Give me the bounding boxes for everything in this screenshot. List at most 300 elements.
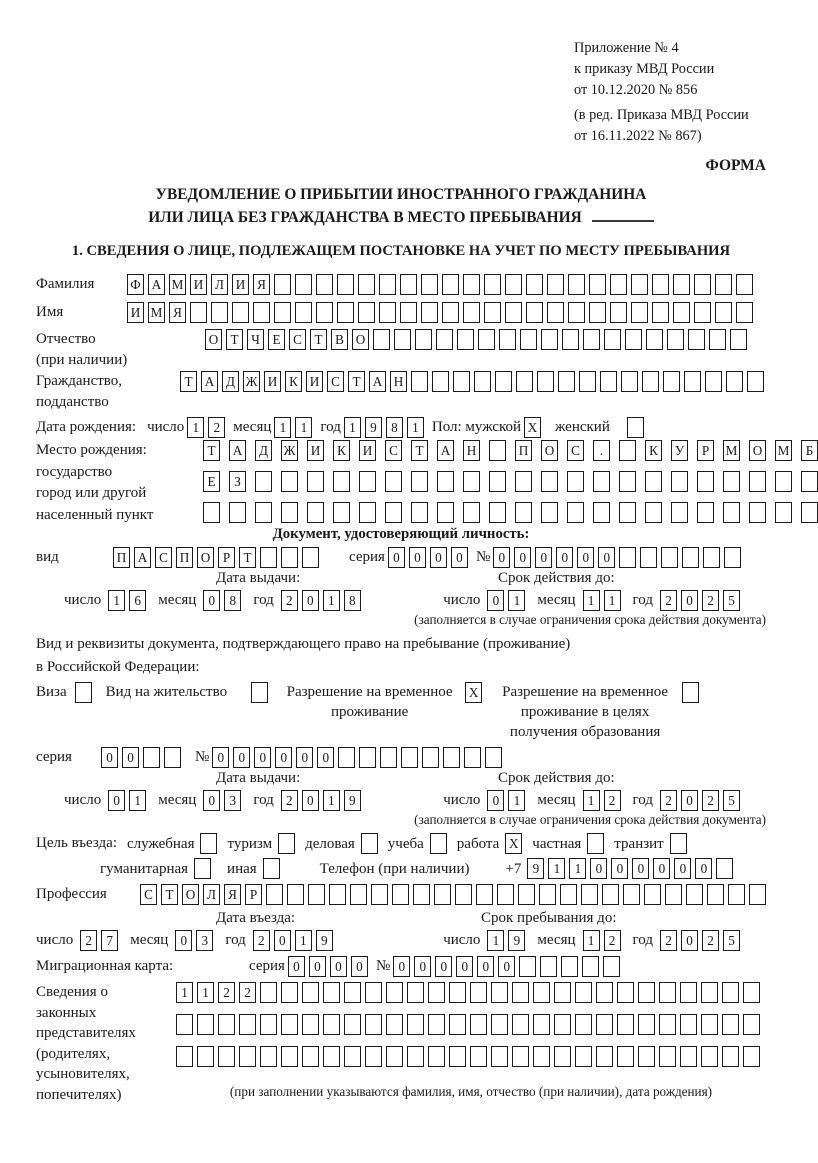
char-cell[interactable] [449, 982, 466, 1003]
char-cell[interactable] [281, 982, 298, 1003]
char-cell[interactable] [638, 982, 655, 1003]
char-cell[interactable] [359, 471, 376, 492]
char-cell[interactable] [365, 982, 382, 1003]
char-cell[interactable] [537, 371, 554, 392]
char-cell[interactable] [143, 747, 160, 768]
char-cell[interactable] [337, 302, 354, 323]
char-cell[interactable] [596, 1046, 613, 1067]
char-cell[interactable] [316, 302, 333, 323]
char-cell[interactable]: 2 [253, 930, 270, 951]
char-cell[interactable] [197, 1014, 214, 1035]
char-cell[interactable]: 0 [632, 858, 649, 879]
char-cell[interactable] [316, 274, 333, 295]
char-cell[interactable] [463, 274, 480, 295]
char-cell[interactable]: 8 [386, 417, 403, 438]
char-cell[interactable] [484, 302, 501, 323]
char-cell[interactable] [665, 884, 682, 905]
char-cell[interactable] [278, 833, 295, 854]
char-cell[interactable]: 0 [493, 547, 510, 568]
char-cell[interactable] [617, 1046, 634, 1067]
char-cell[interactable] [407, 982, 424, 1003]
char-cell[interactable] [392, 884, 409, 905]
char-cell[interactable] [266, 884, 283, 905]
char-cell[interactable]: Ф [127, 274, 144, 295]
char-cell[interactable] [470, 982, 487, 1003]
char-cell[interactable] [302, 1014, 319, 1035]
char-cell[interactable] [610, 274, 627, 295]
char-cell[interactable] [659, 1046, 676, 1067]
char-cell[interactable]: С [385, 440, 402, 461]
char-cell[interactable] [323, 1014, 340, 1035]
char-cell[interactable] [260, 982, 277, 1003]
char-cell[interactable] [411, 371, 428, 392]
char-cell[interactable] [386, 982, 403, 1003]
char-cell[interactable]: 0 [451, 547, 468, 568]
char-cell[interactable]: 0 [435, 956, 452, 977]
char-cell[interactable] [430, 833, 447, 854]
char-cell[interactable] [333, 502, 350, 523]
char-cell[interactable] [533, 1046, 550, 1067]
char-cell[interactable]: А [201, 371, 218, 392]
char-cell[interactable]: 1 [323, 790, 340, 811]
char-cell[interactable] [541, 329, 558, 350]
char-cell[interactable]: 0 [498, 956, 515, 977]
char-cell[interactable] [707, 884, 724, 905]
char-cell[interactable] [736, 274, 753, 295]
char-cell[interactable] [540, 956, 557, 977]
char-cell[interactable] [603, 956, 620, 977]
char-cell[interactable] [260, 1014, 277, 1035]
char-cell[interactable] [539, 884, 556, 905]
char-cell[interactable] [596, 1014, 613, 1035]
char-cell[interactable] [75, 682, 92, 703]
char-cell[interactable] [682, 547, 699, 568]
char-cell[interactable]: И [359, 440, 376, 461]
char-cell[interactable] [365, 1014, 382, 1035]
char-cell[interactable] [554, 982, 571, 1003]
char-cell[interactable]: И [232, 274, 249, 295]
char-cell[interactable] [190, 302, 207, 323]
char-cell[interactable] [255, 471, 272, 492]
char-cell[interactable]: 2 [604, 790, 621, 811]
char-cell[interactable] [484, 274, 501, 295]
char-cell[interactable]: О [749, 440, 766, 461]
char-cell[interactable] [371, 884, 388, 905]
char-cell[interactable]: Н [390, 371, 407, 392]
char-cell[interactable] [652, 274, 669, 295]
char-cell[interactable]: 0 [254, 747, 271, 768]
char-cell[interactable] [260, 547, 277, 568]
char-cell[interactable] [422, 747, 439, 768]
char-cell[interactable]: Я [224, 884, 241, 905]
char-cell[interactable] [281, 471, 298, 492]
char-cell[interactable] [682, 682, 699, 703]
char-cell[interactable]: О [182, 884, 199, 905]
char-cell[interactable] [474, 371, 491, 392]
char-cell[interactable] [323, 1046, 340, 1067]
char-cell[interactable]: П [515, 440, 532, 461]
char-cell[interactable]: 2 [604, 930, 621, 951]
char-cell[interactable]: 0 [108, 790, 125, 811]
char-cell[interactable]: Т [161, 884, 178, 905]
char-cell[interactable] [526, 274, 543, 295]
char-cell[interactable]: 0 [535, 547, 552, 568]
char-cell[interactable] [688, 329, 705, 350]
char-cell[interactable]: 0 [611, 858, 628, 879]
char-cell[interactable] [359, 502, 376, 523]
char-cell[interactable]: М [148, 302, 165, 323]
char-cell[interactable] [489, 440, 506, 461]
char-cell[interactable] [642, 371, 659, 392]
char-cell[interactable] [281, 1046, 298, 1067]
char-cell[interactable] [722, 982, 739, 1003]
char-cell[interactable] [631, 274, 648, 295]
char-cell[interactable] [749, 471, 766, 492]
char-cell[interactable] [743, 982, 760, 1003]
char-cell[interactable] [400, 274, 417, 295]
char-cell[interactable] [287, 884, 304, 905]
char-cell[interactable]: А [369, 371, 386, 392]
char-cell[interactable] [520, 329, 537, 350]
char-cell[interactable] [516, 371, 533, 392]
char-cell[interactable]: Т [226, 329, 243, 350]
char-cell[interactable] [411, 502, 428, 523]
char-cell[interactable]: Р [245, 884, 262, 905]
char-cell[interactable]: Т [348, 371, 365, 392]
char-cell[interactable] [260, 1046, 277, 1067]
char-cell[interactable] [724, 547, 741, 568]
char-cell[interactable] [218, 1046, 235, 1067]
char-cell[interactable] [589, 302, 606, 323]
char-cell[interactable]: 7 [101, 930, 118, 951]
char-cell[interactable] [602, 884, 619, 905]
char-cell[interactable] [749, 502, 766, 523]
char-cell[interactable] [743, 1014, 760, 1035]
char-cell[interactable] [449, 1046, 466, 1067]
char-cell[interactable] [295, 274, 312, 295]
char-cell[interactable] [743, 1046, 760, 1067]
char-cell[interactable]: И [264, 371, 281, 392]
char-cell[interactable] [379, 302, 396, 323]
char-cell[interactable]: 1 [583, 790, 600, 811]
char-cell[interactable] [385, 502, 402, 523]
char-cell[interactable] [386, 1046, 403, 1067]
char-cell[interactable]: Я [253, 274, 270, 295]
char-cell[interactable]: 9 [508, 930, 525, 951]
char-cell[interactable] [470, 1014, 487, 1035]
char-cell[interactable]: 0 [681, 790, 698, 811]
char-cell[interactable] [239, 1014, 256, 1035]
char-cell[interactable]: 2 [660, 590, 677, 611]
char-cell[interactable]: 0 [430, 547, 447, 568]
char-cell[interactable]: 0 [681, 930, 698, 951]
char-cell[interactable] [659, 982, 676, 1003]
char-cell[interactable] [589, 274, 606, 295]
char-cell[interactable] [709, 329, 726, 350]
char-cell[interactable] [730, 329, 747, 350]
char-cell[interactable] [253, 302, 270, 323]
char-cell[interactable] [684, 371, 701, 392]
char-cell[interactable] [582, 956, 599, 977]
char-cell[interactable] [659, 1014, 676, 1035]
char-cell[interactable]: Р [697, 440, 714, 461]
char-cell[interactable] [575, 1046, 592, 1067]
char-cell[interactable] [421, 302, 438, 323]
char-cell[interactable] [307, 502, 324, 523]
char-cell[interactable] [434, 884, 451, 905]
char-cell[interactable] [533, 982, 550, 1003]
char-cell[interactable] [623, 884, 640, 905]
char-cell[interactable]: 0 [203, 590, 220, 611]
char-cell[interactable] [558, 371, 575, 392]
char-cell[interactable]: И [307, 440, 324, 461]
char-cell[interactable]: 0 [681, 590, 698, 611]
char-cell[interactable]: К [333, 440, 350, 461]
char-cell[interactable] [491, 982, 508, 1003]
char-cell[interactable] [775, 502, 792, 523]
char-cell[interactable] [512, 1046, 529, 1067]
char-cell[interactable]: Ж [243, 371, 260, 392]
char-cell[interactable]: 0 [556, 547, 573, 568]
char-cell[interactable] [671, 502, 688, 523]
char-cell[interactable]: И [306, 371, 323, 392]
char-cell[interactable] [428, 1046, 445, 1067]
char-cell[interactable]: 5 [723, 930, 740, 951]
char-cell[interactable]: И [127, 302, 144, 323]
char-cell[interactable]: 0 [330, 956, 347, 977]
char-cell[interactable]: С [289, 329, 306, 350]
char-cell[interactable] [344, 1014, 361, 1035]
char-cell[interactable] [380, 747, 397, 768]
char-cell[interactable] [645, 471, 662, 492]
char-cell[interactable] [619, 502, 636, 523]
char-cell[interactable] [617, 982, 634, 1003]
char-cell[interactable]: 0 [296, 747, 313, 768]
char-cell[interactable]: П [113, 547, 130, 568]
char-cell[interactable] [640, 547, 657, 568]
char-cell[interactable] [617, 1014, 634, 1035]
char-cell[interactable]: 0 [302, 590, 319, 611]
char-cell[interactable]: 0 [456, 956, 473, 977]
char-cell[interactable] [437, 471, 454, 492]
char-cell[interactable]: А [134, 547, 151, 568]
char-cell[interactable] [703, 547, 720, 568]
char-cell[interactable] [567, 502, 584, 523]
char-cell[interactable] [338, 747, 355, 768]
char-cell[interactable] [491, 1046, 508, 1067]
char-cell[interactable] [701, 1014, 718, 1035]
char-cell[interactable]: 0 [487, 790, 504, 811]
char-cell[interactable] [673, 274, 690, 295]
char-cell[interactable] [526, 302, 543, 323]
char-cell[interactable]: . [593, 440, 610, 461]
char-cell[interactable] [329, 884, 346, 905]
char-cell[interactable] [344, 1046, 361, 1067]
char-cell[interactable]: А [229, 440, 246, 461]
char-cell[interactable] [575, 1014, 592, 1035]
char-cell[interactable]: X [505, 833, 522, 854]
char-cell[interactable] [495, 371, 512, 392]
char-cell[interactable] [437, 502, 454, 523]
char-cell[interactable] [775, 471, 792, 492]
char-cell[interactable] [211, 302, 228, 323]
char-cell[interactable] [499, 329, 516, 350]
char-cell[interactable] [627, 417, 644, 438]
char-cell[interactable] [600, 371, 617, 392]
char-cell[interactable] [583, 329, 600, 350]
char-cell[interactable]: Е [268, 329, 285, 350]
char-cell[interactable] [385, 471, 402, 492]
char-cell[interactable] [596, 982, 613, 1003]
char-cell[interactable] [307, 471, 324, 492]
char-cell[interactable]: У [671, 440, 688, 461]
char-cell[interactable] [442, 274, 459, 295]
char-cell[interactable]: 1 [508, 590, 525, 611]
char-cell[interactable] [561, 956, 578, 977]
char-cell[interactable] [302, 982, 319, 1003]
char-cell[interactable] [449, 1014, 466, 1035]
char-cell[interactable]: 0 [414, 956, 431, 977]
char-cell[interactable]: Б [801, 440, 818, 461]
char-cell[interactable]: Ж [281, 440, 298, 461]
char-cell[interactable] [554, 1046, 571, 1067]
char-cell[interactable]: 1 [129, 790, 146, 811]
char-cell[interactable]: 0 [598, 547, 615, 568]
char-cell[interactable] [562, 329, 579, 350]
char-cell[interactable] [476, 884, 493, 905]
char-cell[interactable]: 1 [295, 930, 312, 951]
char-cell[interactable]: О [541, 440, 558, 461]
char-cell[interactable] [401, 747, 418, 768]
char-cell[interactable]: В [331, 329, 348, 350]
char-cell[interactable] [680, 982, 697, 1003]
char-cell[interactable] [251, 682, 268, 703]
char-cell[interactable]: К [645, 440, 662, 461]
char-cell[interactable]: С [140, 884, 157, 905]
char-cell[interactable] [567, 471, 584, 492]
char-cell[interactable] [194, 858, 211, 879]
char-cell[interactable] [337, 274, 354, 295]
char-cell[interactable]: Н [463, 440, 480, 461]
char-cell[interactable] [302, 1046, 319, 1067]
char-cell[interactable] [365, 1046, 382, 1067]
char-cell[interactable]: 0 [514, 547, 531, 568]
char-cell[interactable] [505, 274, 522, 295]
char-cell[interactable] [386, 1014, 403, 1035]
char-cell[interactable]: 9 [365, 417, 382, 438]
char-cell[interactable] [485, 747, 502, 768]
char-cell[interactable]: 0 [351, 956, 368, 977]
char-cell[interactable] [619, 547, 636, 568]
char-cell[interactable]: 0 [477, 956, 494, 977]
char-cell[interactable] [619, 471, 636, 492]
char-cell[interactable] [638, 1014, 655, 1035]
char-cell[interactable] [716, 858, 733, 879]
char-cell[interactable]: 2 [239, 982, 256, 1003]
char-cell[interactable]: 8 [344, 590, 361, 611]
char-cell[interactable] [801, 471, 818, 492]
char-cell[interactable]: 5 [723, 790, 740, 811]
char-cell[interactable] [358, 274, 375, 295]
char-cell[interactable] [505, 302, 522, 323]
char-cell[interactable]: Е [203, 471, 220, 492]
char-cell[interactable] [686, 884, 703, 905]
char-cell[interactable] [232, 302, 249, 323]
char-cell[interactable]: 1 [197, 982, 214, 1003]
char-cell[interactable]: 0 [288, 956, 305, 977]
char-cell[interactable] [478, 329, 495, 350]
char-cell[interactable] [263, 858, 280, 879]
char-cell[interactable]: 0 [203, 790, 220, 811]
char-cell[interactable] [663, 371, 680, 392]
char-cell[interactable] [560, 884, 577, 905]
char-cell[interactable] [728, 884, 745, 905]
char-cell[interactable] [644, 884, 661, 905]
char-cell[interactable] [436, 329, 453, 350]
char-cell[interactable]: Д [222, 371, 239, 392]
char-cell[interactable] [519, 956, 536, 977]
char-cell[interactable]: X [465, 682, 482, 703]
char-cell[interactable] [229, 502, 246, 523]
char-cell[interactable] [164, 747, 181, 768]
char-cell[interactable]: Т [239, 547, 256, 568]
char-cell[interactable]: 1 [323, 590, 340, 611]
char-cell[interactable]: 0 [302, 790, 319, 811]
char-cell[interactable] [547, 274, 564, 295]
char-cell[interactable]: Ч [247, 329, 264, 350]
char-cell[interactable] [302, 547, 319, 568]
char-cell[interactable] [533, 1014, 550, 1035]
char-cell[interactable] [801, 502, 818, 523]
char-cell[interactable] [344, 982, 361, 1003]
char-cell[interactable] [554, 1014, 571, 1035]
char-cell[interactable]: М [169, 274, 186, 295]
char-cell[interactable]: М [775, 440, 792, 461]
char-cell[interactable]: 1 [487, 930, 504, 951]
char-cell[interactable] [673, 302, 690, 323]
char-cell[interactable]: О [352, 329, 369, 350]
char-cell[interactable] [645, 502, 662, 523]
char-cell[interactable]: Т [411, 440, 428, 461]
char-cell[interactable]: 1 [604, 590, 621, 611]
char-cell[interactable] [394, 329, 411, 350]
char-cell[interactable] [581, 884, 598, 905]
char-cell[interactable] [593, 471, 610, 492]
char-cell[interactable]: 0 [309, 956, 326, 977]
char-cell[interactable] [359, 747, 376, 768]
char-cell[interactable] [411, 471, 428, 492]
char-cell[interactable]: 3 [196, 930, 213, 951]
char-cell[interactable] [255, 502, 272, 523]
char-cell[interactable] [489, 502, 506, 523]
char-cell[interactable] [308, 884, 325, 905]
char-cell[interactable] [723, 502, 740, 523]
char-cell[interactable] [443, 747, 460, 768]
char-cell[interactable] [604, 329, 621, 350]
char-cell[interactable]: К [285, 371, 302, 392]
char-cell[interactable] [489, 471, 506, 492]
char-cell[interactable] [463, 471, 480, 492]
char-cell[interactable] [350, 884, 367, 905]
char-cell[interactable]: 0 [487, 590, 504, 611]
char-cell[interactable]: 0 [175, 930, 192, 951]
char-cell[interactable]: 0 [101, 747, 118, 768]
char-cell[interactable] [715, 302, 732, 323]
char-cell[interactable] [661, 547, 678, 568]
char-cell[interactable] [512, 1014, 529, 1035]
char-cell[interactable]: 0 [212, 747, 229, 768]
char-cell[interactable] [547, 302, 564, 323]
